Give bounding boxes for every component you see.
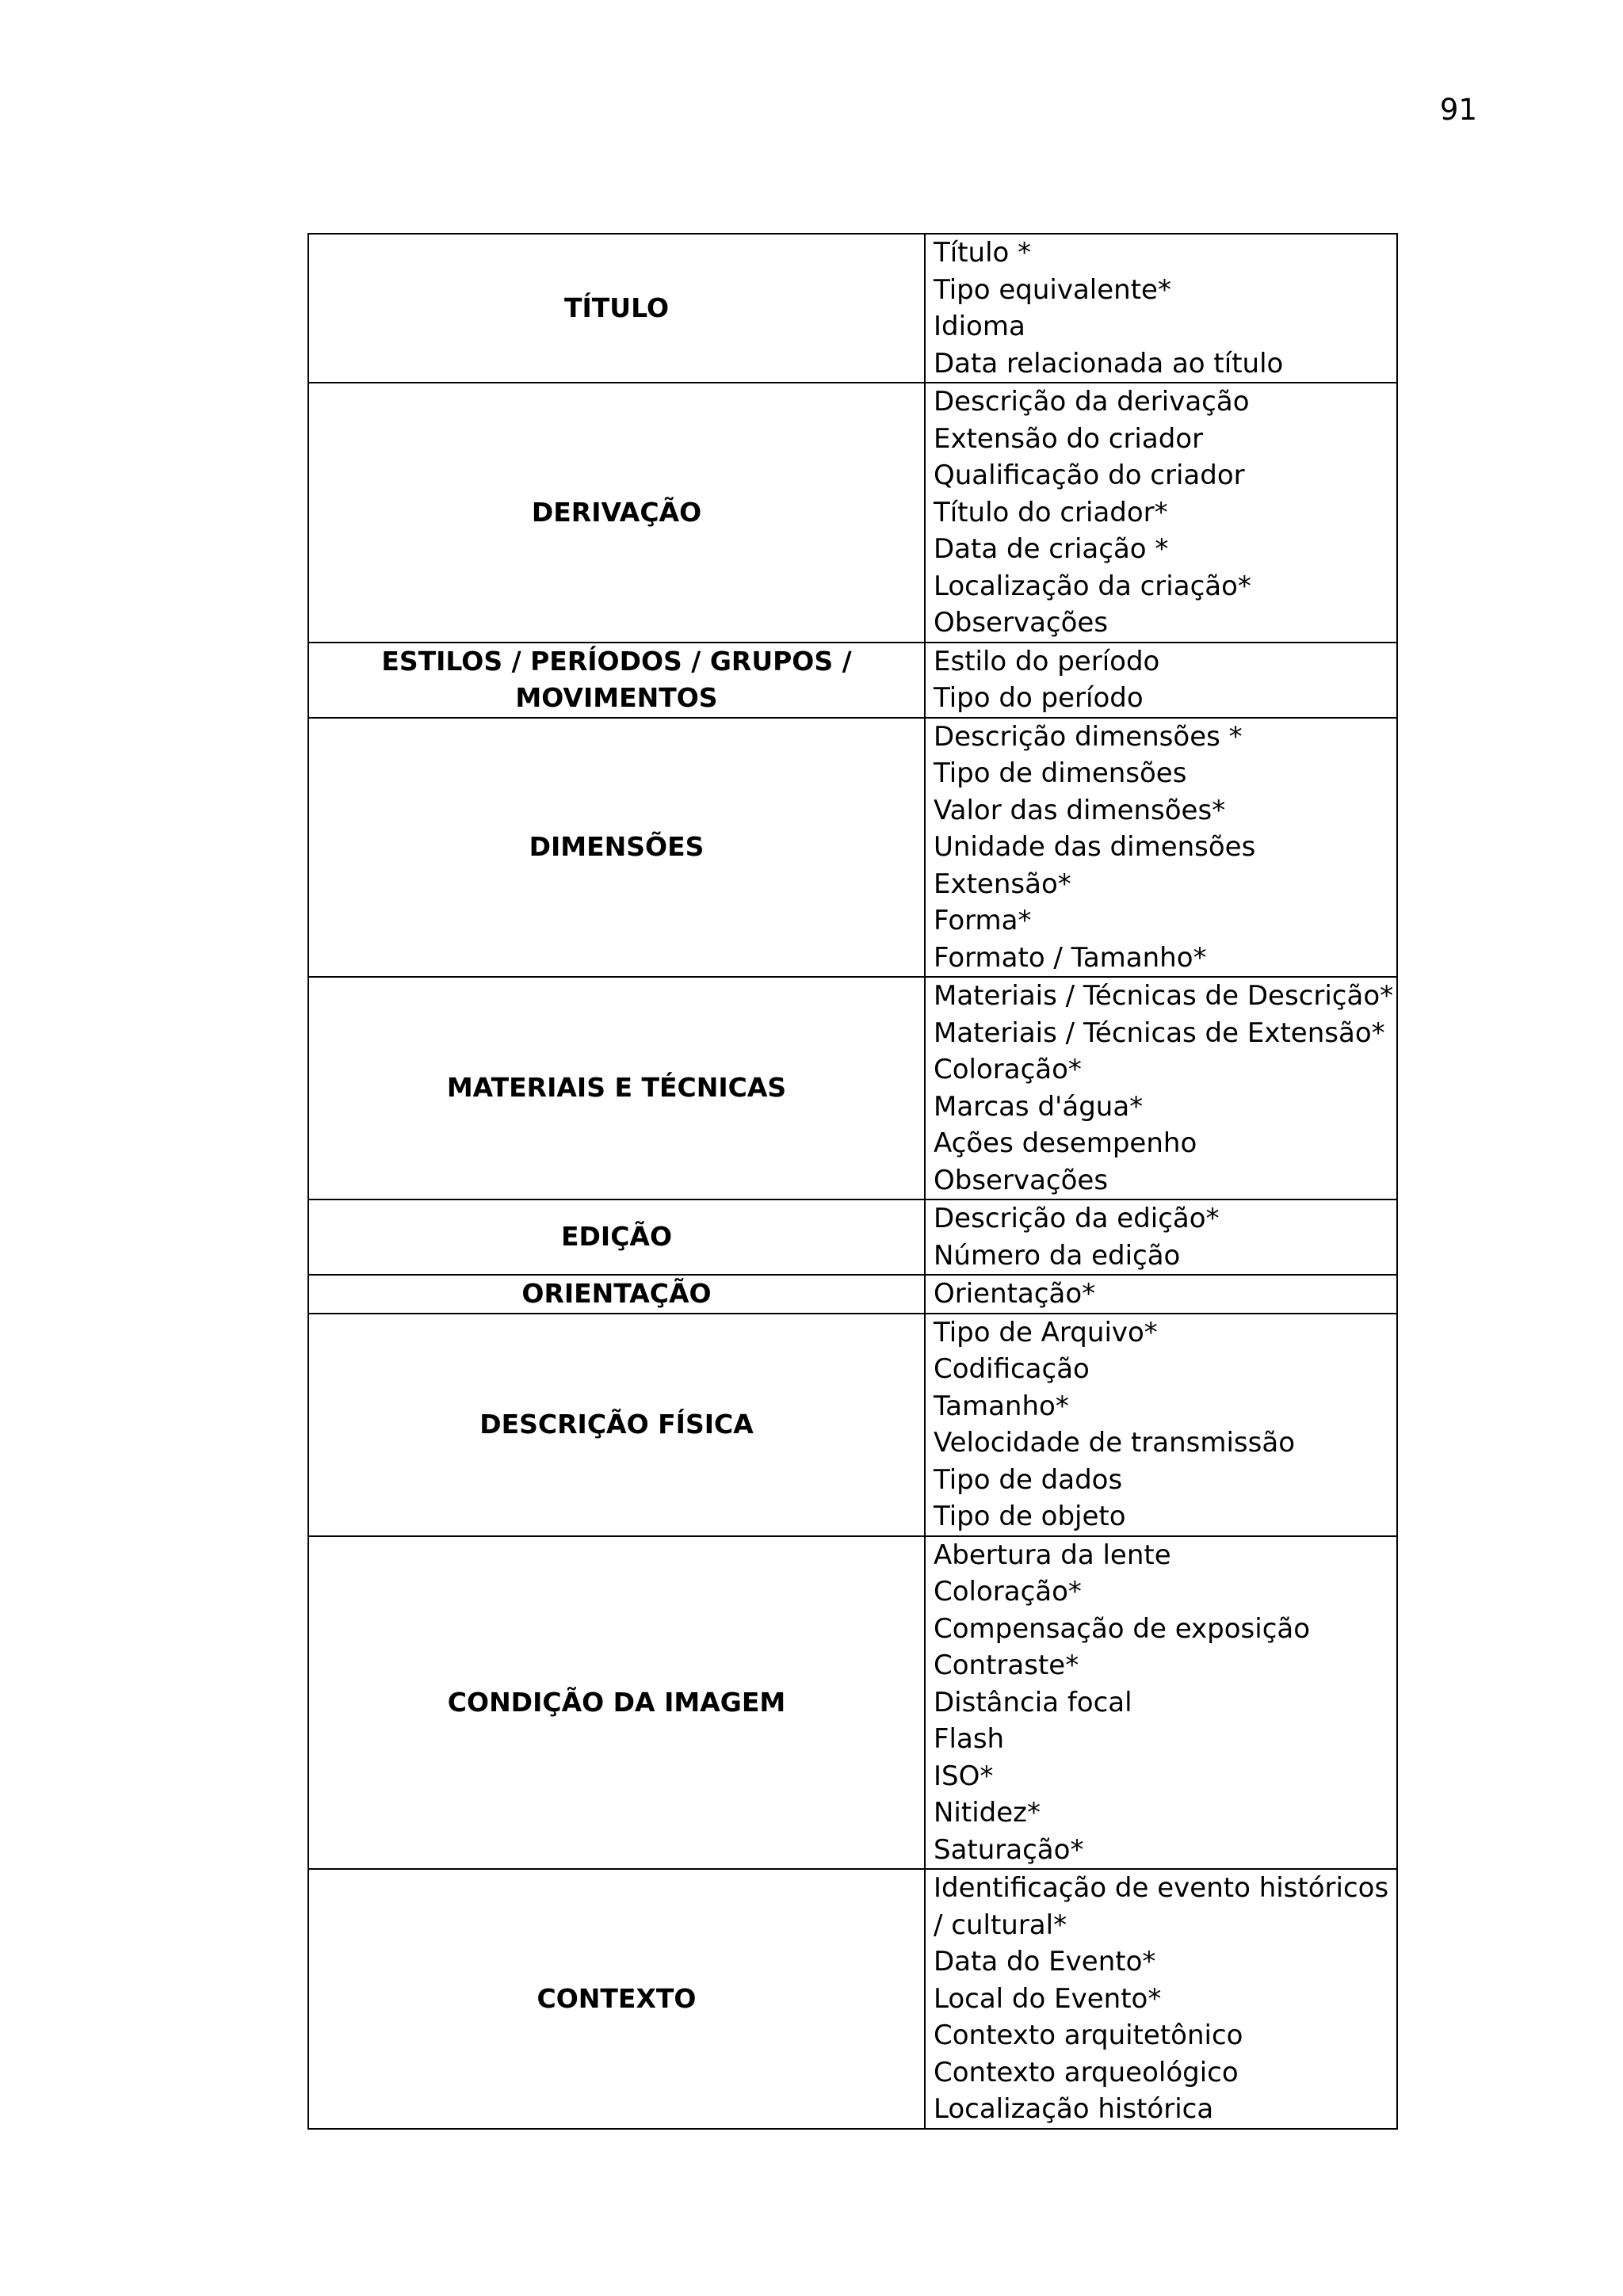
field-item: Formato / Tamanho* <box>934 941 1207 974</box>
field-item: Forma* <box>934 905 1032 936</box>
category-cell: CONTEXTO <box>308 1869 925 2129</box>
table-row <box>308 977 1397 1199</box>
field-item: Tipo equivalente* <box>934 273 1171 306</box>
field-item: Tipo de objeto <box>934 1501 1126 1532</box>
field-item: Tipo de Arquivo* <box>934 1316 1158 1348</box>
field-item: Coloração* <box>934 1054 1082 1085</box>
field-item: Tipo de dimensões <box>934 757 1187 789</box>
field-item: Data de criação * <box>934 533 1169 565</box>
fields-cell <box>925 1314 1397 1536</box>
field-item: Descrição dimensões * <box>934 720 1243 753</box>
category-cell: DESCRIÇÃO FÍSICA <box>308 1314 925 1536</box>
field-item: Tamanho* <box>934 1390 1069 1422</box>
page-number: 91 <box>1439 93 1477 127</box>
field-item: Título do criador* <box>934 496 1168 528</box>
category-cell: TÍTULO <box>308 234 925 383</box>
category-cell: MATERIAIS E TÉCNICAS <box>308 977 925 1199</box>
field-item: Número da edição <box>934 1239 1181 1272</box>
field-item: Data do Evento* <box>934 1946 1156 1978</box>
category-cell: DIMENSÕES <box>308 718 925 978</box>
field-item: Marcas d'água* <box>934 1090 1144 1123</box>
field-item: Saturação* <box>934 1833 1084 1866</box>
fields-cell <box>925 1199 1397 1275</box>
table-row <box>308 1869 1397 2129</box>
table-row <box>308 234 1397 383</box>
field-item: Contexto arqueológico <box>934 2056 1239 2088</box>
fields-cell <box>925 383 1397 643</box>
field-item: Ações desempenho <box>934 1127 1197 1159</box>
field-item: Identificação de evento históricos / cultural* <box>934 1872 1389 1941</box>
fields-cell <box>925 1275 1397 1314</box>
field-item: Data relacionada ao título <box>934 347 1284 379</box>
field-item: Idioma <box>934 311 1025 342</box>
field-item: Distância focal <box>934 1686 1132 1718</box>
field-item: Contexto arquitetônico <box>934 2019 1243 2051</box>
category-cell: ESTILOS / PERÍODOS / GRUPOS / MOVIMENTOS <box>308 643 925 718</box>
fields-cell <box>925 718 1397 978</box>
field-item: Valor das dimensões* <box>934 794 1226 826</box>
table-row <box>308 1275 1397 1314</box>
category-cell: EDIÇÃO <box>308 1199 925 1275</box>
field-item: Extensão* <box>934 868 1071 900</box>
table-row <box>308 718 1397 978</box>
field-item: Qualificação do criador <box>934 460 1245 491</box>
field-item: Coloração* <box>934 1576 1082 1608</box>
field-item: Observações <box>934 607 1109 639</box>
table-row <box>308 643 1397 718</box>
category-cell: CONDIÇÃO DA IMAGEM <box>308 1536 925 1870</box>
field-item: Local do Evento* <box>934 1982 1162 2015</box>
field-item: Título * <box>934 237 1032 269</box>
fields-cell <box>925 234 1397 383</box>
field-item: Nitidez* <box>934 1797 1041 1829</box>
field-item: Descrição da edição* <box>934 1203 1220 1234</box>
field-item: Localização da criação* <box>934 570 1251 602</box>
field-item: ISO* <box>934 1760 994 1792</box>
field-item: Flash <box>934 1723 1005 1755</box>
fields-cell <box>925 977 1397 1199</box>
field-item: Compensação de exposição <box>934 1612 1311 1645</box>
field-item: Materiais / Técnicas de Extensão* <box>934 1016 1385 1049</box>
field-item: Estilo do período <box>934 645 1160 677</box>
fields-cell <box>925 1869 1397 2129</box>
fields-cell <box>925 1536 1397 1870</box>
field-item: Observações <box>934 1164 1109 1196</box>
table-row <box>308 1314 1397 1536</box>
field-item: Codificação <box>934 1353 1090 1385</box>
field-item: Velocidade de transmissão <box>934 1427 1295 1459</box>
table-row <box>308 1536 1397 1870</box>
metadata-table <box>307 233 1398 2130</box>
category-cell: DERIVAÇÃO <box>308 383 925 643</box>
table-row <box>308 1199 1397 1275</box>
field-item: Unidade das dimensões <box>934 831 1256 863</box>
field-item: Localização histórica <box>934 2093 1214 2125</box>
field-item: Tipo de dados <box>934 1463 1123 1496</box>
field-item: Materiais / Técnicas de Descrição* <box>934 980 1394 1012</box>
field-item: Tipo do período <box>934 682 1144 714</box>
category-cell: ORIENTAÇÃO <box>308 1275 925 1314</box>
field-item: Abertura da lente <box>934 1539 1171 1571</box>
fields-cell <box>925 643 1397 718</box>
field-item: Extensão do criador <box>934 422 1204 455</box>
field-item: Contraste* <box>934 1650 1079 1681</box>
field-item: Descrição da derivação <box>934 386 1250 418</box>
table-row <box>308 383 1397 643</box>
field-item: Orientação* <box>934 1278 1096 1310</box>
